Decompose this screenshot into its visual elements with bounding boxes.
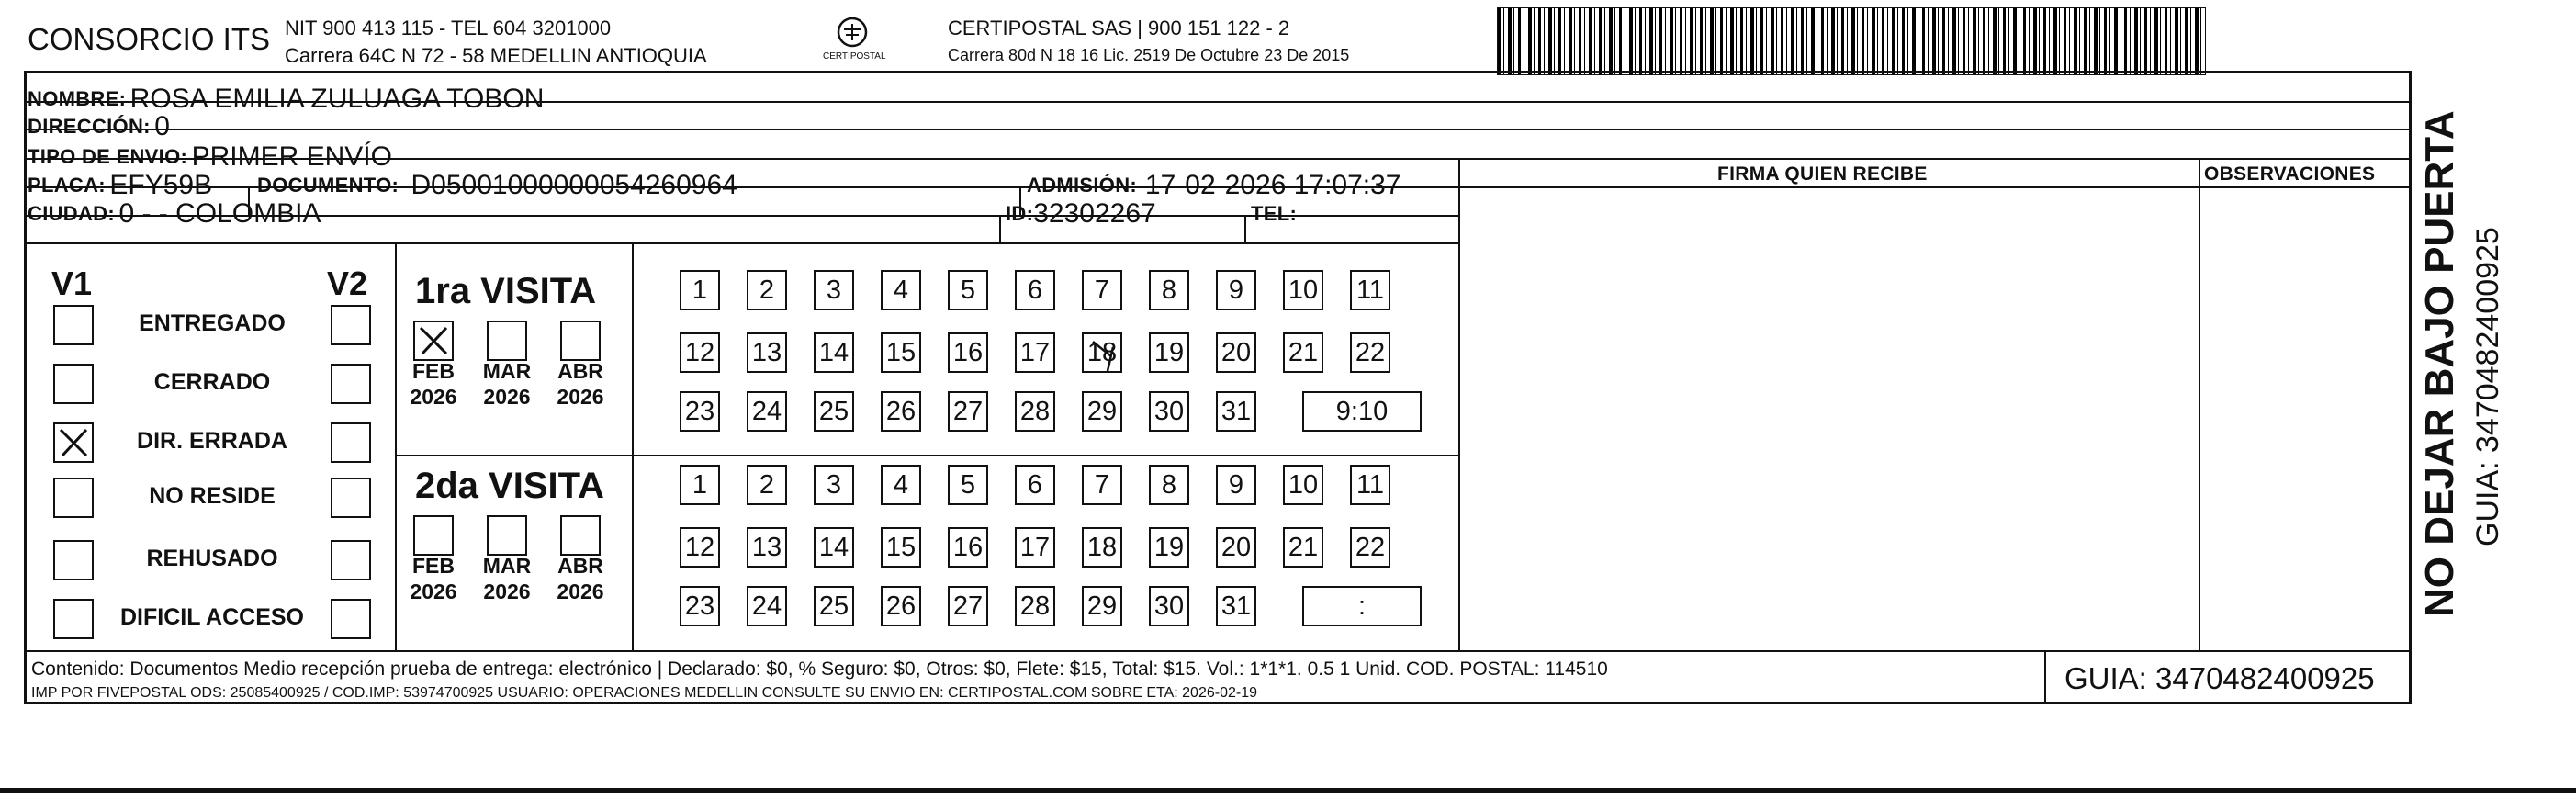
visit1-day-29[interactable]: 29 (1082, 391, 1122, 432)
visit1-day-12[interactable]: 12 (680, 332, 720, 373)
footer-guia: GUIA: 3470482400925 (2064, 661, 2375, 695)
visit2-day-6[interactable]: 6 (1015, 465, 1055, 505)
visit2-month-label: ABR (557, 554, 603, 578)
visit2-day-25[interactable]: 25 (814, 586, 854, 626)
visit2-day-27[interactable]: 27 (948, 586, 988, 626)
id-label: ID: (1006, 202, 1034, 225)
admision-label: ADMISIÓN: (1027, 174, 1138, 197)
visit2-day-23[interactable]: 23 (680, 586, 720, 626)
visit2-day-9[interactable]: 9 (1216, 465, 1256, 505)
visit2-day-26[interactable]: 26 (881, 586, 921, 626)
visit1-day-5[interactable]: 5 (948, 270, 988, 310)
visit1-day-23[interactable]: 23 (680, 391, 720, 432)
visit1-day-20[interactable]: 20 (1216, 332, 1256, 373)
company-name: CONSORCIO ITS (28, 22, 271, 56)
visit1-day-3[interactable]: 3 (814, 270, 854, 310)
visit2-day-4[interactable]: 4 (881, 465, 921, 505)
status-label: REHUSADO (146, 546, 278, 571)
visit2-day-1[interactable]: 1 (680, 465, 720, 505)
v1-label: V1 (51, 264, 93, 302)
visit2-year-label: 2026 (557, 580, 604, 603)
visit2-year-label: 2026 (410, 580, 457, 603)
tel-label: TEL: (1251, 202, 1298, 225)
certipostal-logo-icon (831, 15, 873, 50)
visit2-day-13[interactable]: 13 (747, 527, 787, 568)
tel-row (1251, 198, 1297, 230)
v2-checkbox[interactable] (331, 599, 371, 639)
visit1-day-13[interactable]: 13 (747, 332, 787, 373)
tipo-value: PRIMER ENVÍO (191, 141, 392, 172)
company-line1: NIT 900 413 115 - TEL 604 3201000 (285, 17, 612, 39)
visit1-day-21[interactable]: 21 (1283, 332, 1323, 373)
status-label: DIFICIL ACCESO (119, 604, 304, 630)
visit2-day-10[interactable]: 10 (1283, 465, 1323, 505)
visit2-day-19[interactable]: 19 (1149, 527, 1189, 568)
visit2-month-checkbox[interactable] (487, 515, 527, 556)
visit1-month-checkbox[interactable] (560, 321, 601, 361)
ciudad-value: 0 - - COLOMBIA (118, 198, 321, 229)
barcode (1497, 7, 2206, 75)
nombre-label: NOMBRE: (28, 87, 127, 110)
company-line2: Carrera 64C N 72 - 58 MEDELLIN ANTIOQUIA (285, 44, 707, 67)
visit1-day-8[interactable]: 8 (1149, 270, 1189, 310)
visit1-day-1[interactable]: 1 (680, 270, 720, 310)
visit1-day-16[interactable]: 16 (948, 332, 988, 373)
tipo-label: TIPO DE ENVIO: (28, 145, 188, 168)
carrier-line2: Carrera 80d N 18 16 Lic. 2519 De Octubre 23 De 2015 (948, 46, 1350, 64)
documento-value: D05001000000054260964 (411, 170, 737, 200)
status-label: ENTREGADO (139, 310, 286, 336)
visit2-day-20[interactable]: 20 (1216, 527, 1256, 568)
visit1-month-label: ABR (557, 359, 603, 383)
visit2-day-14[interactable]: 14 (814, 527, 854, 568)
v2-checkbox[interactable] (331, 305, 371, 345)
nombre-value: ROSA EMILIA ZULUAGA TOBON (129, 84, 545, 114)
visit2-month-checkbox[interactable] (413, 515, 454, 556)
status-label: DIR. ERRADA (137, 428, 287, 454)
visit2-month-checkbox[interactable] (560, 515, 601, 556)
visit1-month-label: MAR (482, 359, 532, 383)
visit2-day-7[interactable]: 7 (1082, 465, 1122, 505)
visit2-month-label: MAR (482, 554, 532, 578)
status-label: CERRADO (153, 369, 271, 395)
visit1-day-14[interactable]: 14 (814, 332, 854, 373)
footer-contenido: Contenido: Documentos Medio recepción prueba de entrega: electrónico | Declarado: $0, % Seguro: $0, Otros: $0, Flete: $15, Total: $15. Vol.: 1*1*1. 0.5 1 Unid. COD. POSTAL: 114510 (31, 658, 1608, 680)
v2-checkbox[interactable] (331, 422, 371, 463)
documento-label: DOCUMENTO: (257, 174, 399, 197)
direccion-row (28, 111, 170, 142)
visit2-day-17[interactable]: 17 (1015, 527, 1055, 568)
visit2-title: 2da VISITA (415, 466, 604, 506)
direccion-label: DIRECCIÓN: (28, 115, 151, 138)
visit1-year-label: 2026 (557, 385, 604, 409)
visit1-day-24[interactable]: 24 (747, 391, 787, 432)
visit2-day-18[interactable]: 18 (1082, 527, 1122, 568)
side-warning: NO DEJAR BAJO PUERTA (2417, 110, 2462, 617)
admision-value: 17-02-2026 17:07:37 (1144, 170, 1401, 200)
visit1-day-6[interactable]: 6 (1015, 270, 1055, 310)
v1-checkbox[interactable] (53, 540, 94, 580)
visit2-day-31[interactable]: 31 (1216, 586, 1256, 626)
id-value: 32302267 (1033, 198, 1156, 229)
visit1-day-11[interactable]: 11 (1350, 270, 1390, 310)
visit1-day-2[interactable]: 2 (747, 270, 787, 310)
side-guia: GUIA: 3470482400925 (2470, 227, 2505, 546)
v2-label: V2 (327, 264, 368, 302)
carrier-line1: CERTIPOSTAL SAS | 900 151 122 - 2 (948, 17, 1290, 39)
visit1-month-checkbox[interactable] (487, 321, 527, 361)
visit2-time-box[interactable]: : (1302, 586, 1422, 626)
placa-row (28, 170, 212, 201)
v1-checkbox[interactable] (53, 478, 94, 518)
visit1-day-7[interactable]: 7 (1082, 270, 1122, 310)
status-label: NO RESIDE (149, 483, 276, 509)
visit2-day-11[interactable]: 11 (1350, 465, 1390, 505)
documento-row (257, 170, 737, 201)
placa-value: EFY59B (109, 170, 213, 200)
visit1-month-label: FEB (412, 359, 455, 383)
v1-checkbox[interactable] (53, 422, 94, 463)
v1-checkbox[interactable] (53, 364, 94, 404)
visit1-day-28[interactable]: 28 (1015, 391, 1055, 432)
ciudad-row (28, 198, 321, 230)
visit2-day-2[interactable]: 2 (747, 465, 787, 505)
visit2-day-15[interactable]: 15 (881, 527, 921, 568)
logo-text: CERTIPOSTAL (823, 51, 886, 62)
visit2-year-label: 2026 (483, 580, 531, 603)
id-row (1006, 198, 1156, 230)
visit2-day-16[interactable]: 16 (948, 527, 988, 568)
visit2-day-5[interactable]: 5 (948, 465, 988, 505)
footer-imp: IMP POR FIVEPOSTAL ODS: 25085400925 / COD.IMP: 53974700925 USUARIO: OPERACIONES MEDELLIN CONSULTE SU ENVIO EN: CERTIPOSTAL.COM SOBRE ETA: 2026-02-19 (31, 685, 1257, 701)
visit1-time-box[interactable]: 9:10 (1302, 391, 1422, 432)
v2-checkbox[interactable] (331, 478, 371, 518)
visit1-day-10[interactable]: 10 (1283, 270, 1323, 310)
visit2-day-28[interactable]: 28 (1015, 586, 1055, 626)
v1-checkbox[interactable] (53, 599, 94, 639)
visit2-day-29[interactable]: 29 (1082, 586, 1122, 626)
visit1-title: 1ra VISITA (415, 271, 597, 311)
visit2-day-21[interactable]: 21 (1283, 527, 1323, 568)
visit2-month-label: FEB (412, 554, 455, 578)
visit2-day-12[interactable]: 12 (680, 527, 720, 568)
visit1-year-label: 2026 (483, 385, 531, 409)
visit2-day-22[interactable]: 22 (1350, 527, 1390, 568)
visit1-day-19[interactable]: 19 (1149, 332, 1189, 373)
ciudad-label: CIUDAD: (28, 202, 115, 225)
visit2-day-30[interactable]: 30 (1149, 586, 1189, 626)
visit1-day-25[interactable]: 25 (814, 391, 854, 432)
visit2-day-8[interactable]: 8 (1149, 465, 1189, 505)
visit1-day-4[interactable]: 4 (881, 270, 921, 310)
direccion-value: 0 (154, 111, 170, 141)
visit1-day-17[interactable]: 17 (1015, 332, 1055, 373)
firma-header: FIRMA QUIEN RECIBE (1717, 163, 1928, 185)
admision-row (1027, 170, 1401, 201)
tipo-row (28, 141, 392, 173)
visit1-day-22[interactable]: 22 (1350, 332, 1390, 373)
v1-checkbox[interactable] (53, 305, 94, 345)
visit1-day-18[interactable]: 18 (1082, 332, 1122, 373)
visit1-day-9[interactable]: 9 (1216, 270, 1256, 310)
v2-checkbox[interactable] (331, 364, 371, 404)
visit1-day-31[interactable]: 31 (1216, 391, 1256, 432)
visit1-day-15[interactable]: 15 (881, 332, 921, 373)
visit2-day-3[interactable]: 3 (814, 465, 854, 505)
nombre-row (28, 84, 544, 115)
page-edge (0, 788, 2576, 793)
visit1-year-label: 2026 (410, 385, 457, 409)
observaciones-header: OBSERVACIONES (2204, 163, 2376, 185)
placa-label: PLACA: (28, 174, 106, 197)
visit1-day-27[interactable]: 27 (948, 391, 988, 432)
v2-checkbox[interactable] (331, 540, 371, 580)
visit2-day-24[interactable]: 24 (747, 586, 787, 626)
visit1-day-26[interactable]: 26 (881, 391, 921, 432)
visit1-month-checkbox[interactable] (413, 321, 454, 361)
visit1-day-30[interactable]: 30 (1149, 391, 1189, 432)
